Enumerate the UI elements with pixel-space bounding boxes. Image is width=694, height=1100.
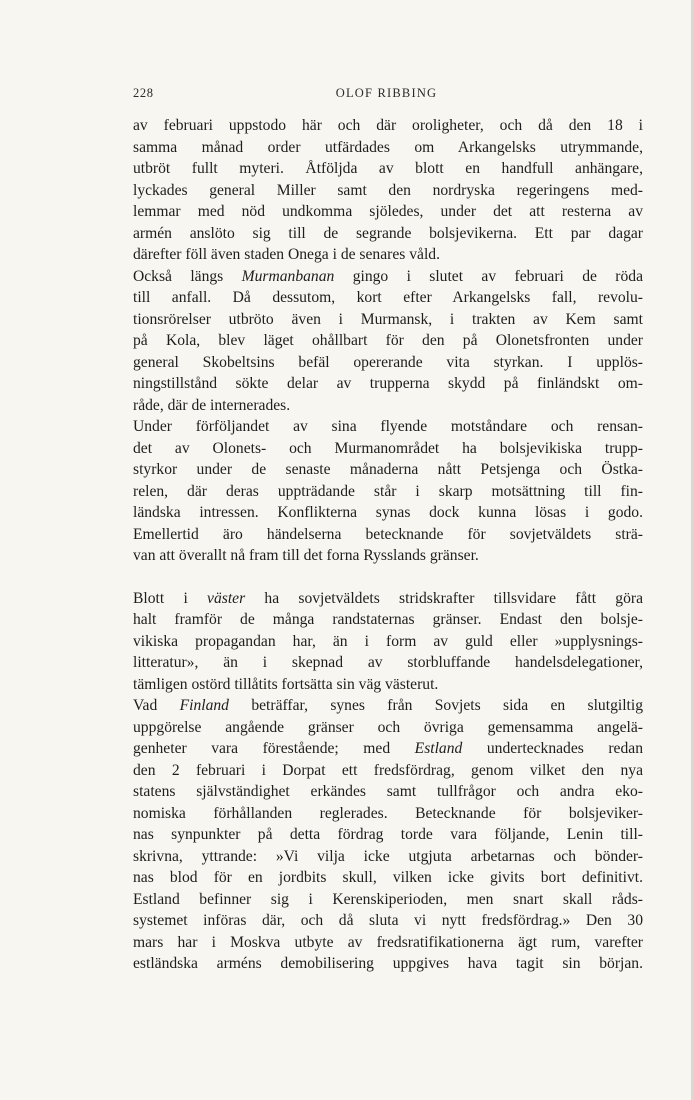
text-line: genheter vara förestående; med Estland undertecknades redan — [133, 740, 643, 757]
text-line: statens självständighet erkändes samt tullfrågor och andra eko- — [133, 783, 643, 800]
text-line: estländska arméns demobilisering uppgives hava tagit sin början. — [133, 955, 643, 972]
text-line: general Skobeltsins befäl opererande vita styrkan. I upplös- — [133, 353, 643, 371]
text-line: av februari uppstodo här och där oroligheter, och då den 18 i — [133, 117, 643, 134]
text-line: därefter föll även staden Onega i de senares våld. — [133, 246, 440, 263]
text-line: tämligen ostörd tillåtits fortsätta sin väg västerut. — [133, 675, 439, 693]
italic-term: Estland — [414, 740, 463, 757]
text-line: till anfall. Då dessutom, kort efter Arkangelsks fall, revolu- — [133, 289, 643, 306]
text-line: samma månad order utfärdades om Arkangelsks utrymmande, — [133, 138, 643, 156]
text-line: Blott i väster ha sovjetväldets stridskrafter tillsvidare fått göra — [133, 589, 644, 607]
text-line: mars har i Moskva utbyte av fredsratifikationerna ägt rum, varefter — [133, 933, 643, 951]
text-line: Under förföljandet av sina flyende motståndare och rensan- — [133, 418, 643, 435]
italic-term: Finland — [179, 697, 229, 714]
text-line: systemet införas där, och då sluta vi nytt fredsfördrag.» Den 30 — [133, 912, 643, 929]
paragraph-4 — [133, 588, 643, 696]
text-line: armén anslöto sig till de segrande bolsjevikerna. Ett par dagar — [133, 224, 643, 242]
text-line: uppgörelse angående gränser och övriga gemensamma angelä- — [133, 718, 643, 736]
text-line: van att överallt nå fram till det forna Rysslands gränser. — [133, 547, 479, 564]
text-line: skrivna, yttrande: »Vi vilja icke utgjuta arbetarnas och bönder- — [133, 847, 643, 865]
text-line: ningstillstånd sökte delar av trupperna skydd på finländskt om- — [133, 375, 643, 392]
italic-term: väster — [207, 589, 246, 607]
italic-term: Murmanbanan — [241, 267, 335, 285]
text-line: nas synpunkter på detta fördrag torde vara följande, Lenin till- — [133, 826, 643, 843]
text-line: lemmar med nöd undkomma sjöledes, under det att resterna av — [133, 203, 643, 220]
paragraph-3 — [133, 416, 643, 567]
text-line: Vad Finland beträffar, synes från Sovjets sida en slutgiltig — [133, 697, 643, 714]
text-line: relen, där deras uppträdande står i skarp motsättning till fin- — [133, 482, 643, 500]
text-line: lyckades general Miller samt den nordryska regeringens med- — [133, 181, 643, 199]
text-line: nomiska förhållanden reglerades. Betecknande för bolsjeviker- — [133, 804, 643, 822]
paragraph-1 — [133, 115, 643, 266]
text-line: Också längs Murmanbanan gingo i slutet av februari de röda — [133, 267, 644, 285]
section-gap — [133, 567, 643, 588]
text-line: Emellertid äro händelserna betecknande för sovjetväldets strä- — [133, 525, 643, 543]
text-line: vikiska propagandan har, än i form av guld eller »upplysnings- — [133, 632, 643, 650]
text-line: nas blod för en jordbits skull, vilken icke givits bort definitivt. — [133, 869, 643, 886]
paragraph-5 — [133, 695, 643, 975]
text-line: utbröt fullt myteri. Åtföljda av blott en handfull anhängare, — [133, 160, 643, 177]
text-line: på Kola, blev läget ohållbart för den på Olonetsfronten under — [133, 332, 643, 349]
page-number: 228 — [133, 86, 154, 100]
text-line: Estland befinner sig i Kerenskiperioden, men snart skall råds- — [133, 890, 643, 908]
text-line: den 2 februari i Dorpat ett fredsfördrag, genom vilket den nya — [133, 761, 643, 779]
page-header — [133, 86, 640, 104]
text-line: litteratur», än i skepnad av storbluffande handelsdelegationer, — [133, 654, 643, 671]
paragraph-2 — [133, 266, 643, 417]
text-line: det av Olonets- och Murmanområdet ha bolsjevikiska trupp- — [133, 439, 643, 457]
body-text — [133, 115, 643, 975]
text-line: tionsrörelser utbröto även i Murmansk, i trakten av Kem samt — [133, 310, 643, 328]
text-line: ländska intressen. Konflikterna synas dock kunna lösas i godo. — [133, 504, 643, 521]
running-title: OLOF RIBBING — [335, 86, 438, 100]
text-line: halt framför de många randstaternas gränser. Endast den bolsje- — [133, 611, 643, 628]
text-line: råde, där de internerades. — [133, 396, 291, 414]
text-line: styrkor under de senaste månaderna nått Petsjenga och Östka- — [133, 461, 643, 478]
